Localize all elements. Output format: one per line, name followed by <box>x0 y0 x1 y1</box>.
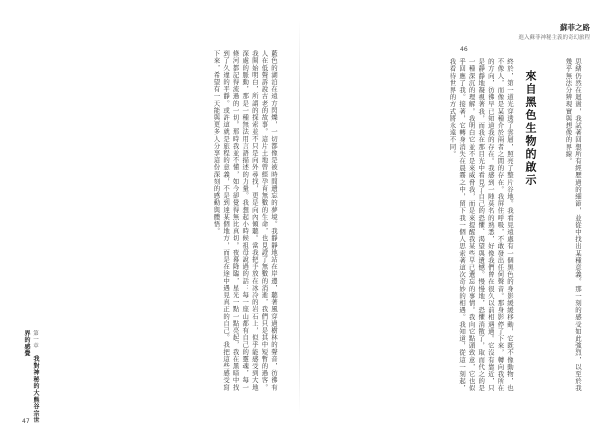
running-head <box>490 22 590 41</box>
right-page-number: 46 <box>460 46 468 53</box>
right-body-text: 終於，第一道光穿透了雲層，照亮了整片谷地。我看見遠處有一個黑色的身影緩緩移動，它既不像動物，也不像人，而像是某種介於兩者之間的存在。我屏住呼吸，不敢發出任何聲音。那身影停了下來，轉向我所在的方向，彷彿早已知道我的存在。我感到一陣莫名的熟悉，好像我們曾在很久以前相遇過。它沒有靠近，只是靜靜地凝視著我，而我在那目光中看見了自己的恐懼、渴望與遺憾。慢慢地，恐懼消散了，取而代之的是一種深沉的理解。我明白它並不是來威脅我，而是來提醒我某些早已遺忘的事情。我向它點頭致意，它也似乎回應了我。接著，它轉身消失在晨霧之中，留下我一個人思索著這次奇妙的相遇。我知道，從這一刻起，我看待世界的方式將永遠不同。 <box>448 58 514 392</box>
chapter-label: 第一章 <box>32 330 38 349</box>
right-page <box>300 0 600 428</box>
intro-text: 思緒仍然在迴盪，我試著回想所有經歷過的細節，並從中找出某種意義。那一刻的感受如此強烈，以至於我幾乎無法分辨現實與想像的界線。 <box>564 58 582 392</box>
book-subtitle: 進入蘇菲神秘主義的奇幻旅程 <box>518 35 590 41</box>
left-page <box>0 0 299 428</box>
left-page-number: 47 <box>22 418 30 425</box>
section-title: 來自黑色生物的啟示 <box>524 70 537 187</box>
book-title: 蘇菲之路 <box>560 23 590 32</box>
chapter-title: 我對神秘的大熊谷宗世界的感覺 <box>23 330 39 424</box>
left-body-text: 藍色的湖泊在遠方閃爍，一切都像是被時間遺忘的夢境。我靜靜地站在岸邊，聽著風穿過樹林的聲音，彷彿有人在低聲訴說古老的故事。這片土地曾經孕育無數的生命，也見證了無數的消逝，我們只是其中短暫的過客。我開始明白，所謂的探索並不只是向外尋找，更是向內傾聽。當我把手放在冰冷的岩石上，似乎能感受到大地深處的脈動，那是一種無法用言語描述的力量。我想起小時候祖母說過的話：每一座山都有自己的靈魂，每一條河都記得流過的一切。那時我並不懂，如今卻覺得無比真切。夜幕降臨，星光一點一點亮起，我在黑暗中找到了久違的平靜。或許這就是旅程的意義，不是到達某個地方，而是在途中遇見真正的自己。我把這些感受寫下來，希望有一天能與更多人分享這份深刻的感動與體悟。 <box>212 50 278 391</box>
